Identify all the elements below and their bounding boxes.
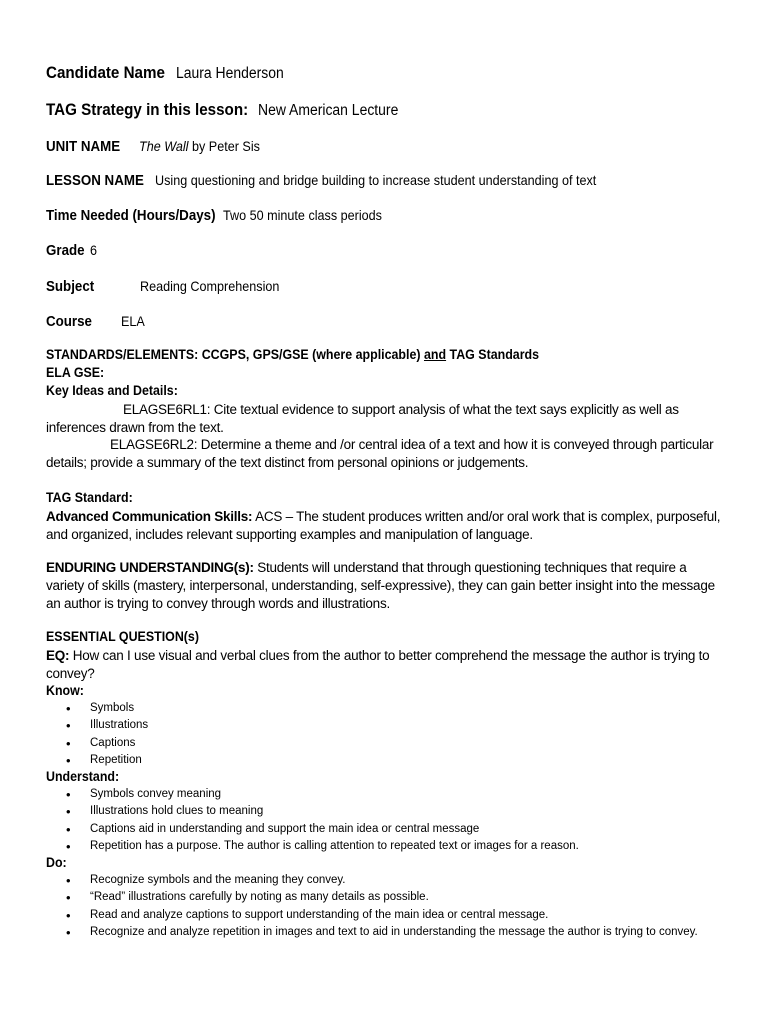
know-heading: Know: [46,683,84,698]
unit-title: The Wall [139,138,189,154]
essential-heading: ESSENTIAL QUESTION(s) [46,629,199,644]
unit-row [46,138,273,156]
standards-heading: STANDARDS/ELEMENTS: CCGPS, GPS/GSE (where applicable) and TAG Standards [46,347,540,362]
candidate-label: Candidate Name [46,64,165,82]
lesson-row [46,172,645,190]
lesson-value: Using questioning and bridge building to increase student understanding of text [154,172,597,188]
subject-value: Reading Comprehension [140,278,280,294]
time-value: Two 50 minute class periods [222,207,382,223]
tag-standard-paragraph [46,508,722,544]
know-list [46,700,148,769]
list-item: • Captions aid in understanding and support the main idea or central message [46,821,579,838]
tag-strategy-label: TAG Strategy in this lesson: [46,101,249,119]
time-label: Time Needed (Hours/Days) [46,208,216,224]
tag-strategy-value: New American Lecture [258,102,399,119]
standard-rl2: ELAGSE6RL2: Determine a theme and /or central idea of a text and how it is conveyed through particular details; provide a summary of the text distinct from personal opinions or judgements. [46,437,714,470]
unit-author: by Peter Sis [192,138,260,154]
do-heading: Do: [46,855,67,870]
candidate-row [46,64,296,83]
list-item: • Repetition has a purpose. The author is calling attention to repeated text or images for a reason. [46,838,579,855]
understand-list [46,786,579,855]
eq-paragraph [46,647,722,683]
standards-and: and [423,347,447,362]
list-item: • Recognize and analyze repetition in images and text to aid in understanding the message the author is trying to convey. [46,924,698,941]
acs-label: Advanced Communication Skills: [46,509,253,524]
course-label: Course [46,314,92,330]
list-item: • Illustrations hold clues to meaning [46,803,579,820]
enduring-label: ENDURING UNDERSTANDING(s): [46,560,254,575]
time-row [46,207,399,225]
list-item: • “Read” illustrations carefully by noting as many details as possible. [46,889,698,906]
subject-label: Subject [46,279,95,295]
enduring-text: Students will understand that through questioning techniques that require a variety of skills (mastery, interpersonal, understanding, self-expressive), they can gain better insight into the message an author is trying to convey through words and illustrations. [46,560,715,611]
list-item: • Repetition [46,752,148,769]
grade-value: 6 [90,242,98,258]
tag-strategy-row [46,101,414,120]
list-item: • Symbols convey meaning [46,786,579,803]
do-list [46,872,698,941]
eq-text: How can I use visual and verbal clues from the author to better comprehend the message the author is trying to convey? [46,648,710,681]
candidate-value: Laura Henderson [175,65,284,82]
list-item: • Captions [46,735,148,752]
eq-label: EQ: [46,648,70,663]
list-item: • Symbols [46,700,148,717]
grade-label: Grade [46,243,85,259]
lesson-label: LESSON NAME [46,173,144,189]
ela-gse-heading: ELA GSE: [46,365,105,380]
acs-text: ACS – The student produces written and/or oral work that is complex, purposeful, and organized, includes relevant supporting examples and manipulation of language. [46,509,721,542]
course-row [46,313,96,331]
enduring-paragraph [46,559,722,613]
standard-rl1: ELAGSE6RL1: Cite textual evidence to support analysis of what the text says explicitly as well as inferences drawn from the text. [46,402,679,435]
list-item: • Illustrations [46,717,148,734]
course-value: ELA [121,313,145,329]
subject-row [46,278,98,296]
tag-standard-heading: TAG Standard: [46,490,133,505]
list-item: • Recognize symbols and the meaning they convey. [46,872,698,889]
list-item: • Read and analyze captions to support understanding of the main idea or central message. [46,907,698,924]
unit-label: UNIT NAME [46,139,121,155]
understand-heading: Understand: [46,769,120,784]
key-ideas-heading: Key Ideas and Details: [46,383,178,398]
grade-row [46,242,98,260]
